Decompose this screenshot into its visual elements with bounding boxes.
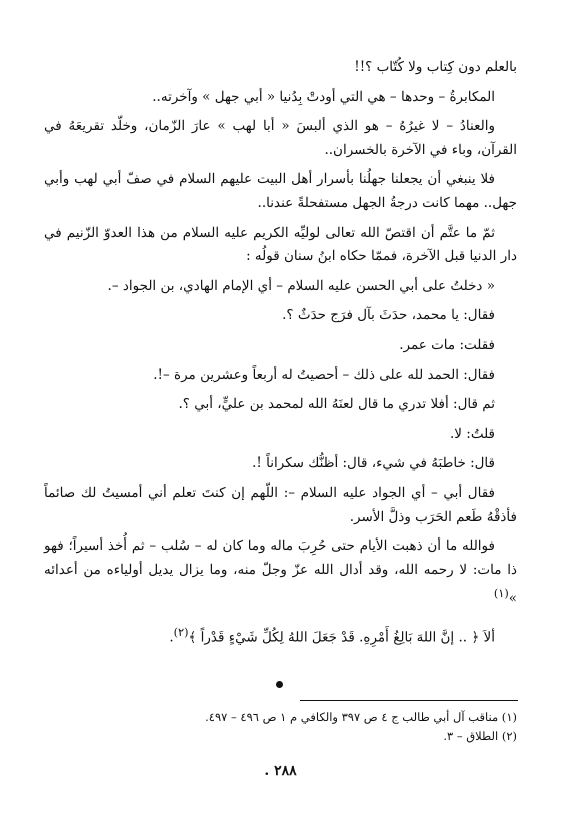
paragraph: فلا ينبغي أن يجعلنا جهلُنا بأسرار أهل البيت عليهم السلام في صفّ أبي لهب وأبي جهل.. مهما كانت درجةُ الجهل مستفحلةً عندنا.. [44,171,517,211]
paragraph [44,535,517,611]
paragraph: ثمّ ما عتَّم أن اقتصّ الله تعالى لوليِّه الكريم عليه السلام من هذا العدوّ الزّنيم في دار الدنيا قبل الآخرة، فممّا حكاه ابنُ سنان قولُه : [44,224,517,265]
quote-text: ألاَ ﴿ .. إنَّ اللهَ بَالِغُ أَمْرِهِ. قَدْ جَعَلَ اللهُ لِكُلِّ شَيْءٍ قَدْراً ﴾ [188,629,495,646]
section-dot [276,681,283,688]
quote-end: . [169,629,174,646]
paragraph: فقال: الحمد لله على ذلك – أحصيتُ له أربعاً وعشرين مرة –!. [153,366,495,383]
paragraph-text: فوالله ما أن ذهبت الأيام حتى حُرِبَ ماله وما كان له – سُلب – ثم أُخذ أسيراً؛ فهو ذا مات: لا رحمه الله، وقد أدال الله عزّ وجلّ منه، وما يزال يديل أولياءه من أعدائه » [44,538,517,607]
paragraph: فقال: يا محمد، حدَثَ بآل فرَج حدَثٌ ؟. [282,307,495,324]
page-number: ٢٨٨ . [264,763,297,779]
main-text [44,56,517,674]
paragraph: ثم قال: أفلا تدري ما قال لعنَهُ الله لمحمد بن عليٍّ، أبي ؟. [178,396,495,413]
paragraph: « دخلتُ على أبي الحسن عليه السلام – أي الإمام الهادي، بن الجواد –. [107,277,495,294]
footnote-ref[interactable]: (٢) [173,626,189,640]
paragraph: فقال أبي – أي الجواد عليه السلام –: اللّهم إن كنتَ تعلم أني أمسيتُ لك صائماً فأذقْهُ طَعم الحَرَب وذلَّ الأسر. [44,484,517,525]
paragraph: قال: خاطبَهُ في شيء، قال: أظنُّك سكراناً !. [252,455,495,472]
paragraph: بالعلم دون كِتاب ولا كُتّاب ؟!! [354,59,517,75]
quran-quote [44,621,517,650]
paragraph: قلتُ: لا. [449,425,495,442]
footnotes [44,708,517,746]
paragraph: والعنادُ – لا غيرُهُ – هو الذي ألبسَ « أبا لهب » عارَ الزّمان، وخلّد تقريعَهُ في القرآن، وباء في الآخرة بالخسران.. [44,118,517,158]
footnote-divider [300,700,518,701]
paragraph: فقلت: مات عمر. [399,336,495,353]
footnote: (١) مناقب آل أبي طالب ج ٤ ص ٣٩٧ والكافي م ١ ص ٤٩٦ – ٤٩٧. [205,710,517,724]
paragraph: المكابرةُ – وحدها – هي التي أودتْ بِدُنيا « أبي جهل » وآخرته.. [152,88,495,105]
footnote: (٢) الطلاق – ٣. [443,729,517,743]
footnote-ref[interactable]: (١) [493,587,509,601]
